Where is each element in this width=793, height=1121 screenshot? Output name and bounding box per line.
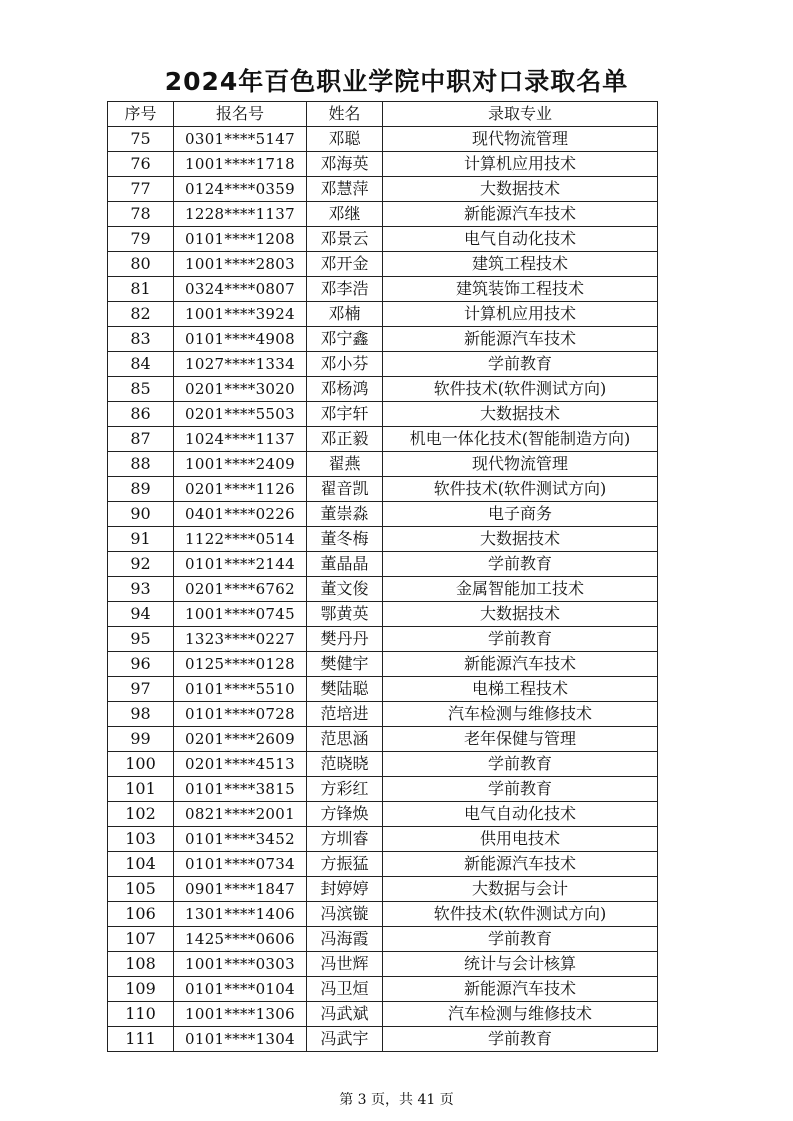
cell-reg-no: 0101****4908 [174, 327, 307, 352]
cell-name: 邓慧萍 [307, 177, 383, 202]
table-row [108, 777, 658, 802]
cell-name: 董晶晶 [307, 552, 383, 577]
cell-major: 大数据与会计 [383, 877, 658, 902]
cell-name: 方锋焕 [307, 802, 383, 827]
cell-reg-no: 0125****0128 [174, 652, 307, 677]
table-row [108, 452, 658, 477]
table-row [108, 752, 658, 777]
cell-no: 77 [108, 177, 174, 202]
cell-major: 金属智能加工技术 [383, 577, 658, 602]
cell-no: 100 [108, 752, 174, 777]
cell-name: 范思涵 [307, 727, 383, 752]
cell-reg-no: 1301****1406 [174, 902, 307, 927]
cell-reg-no: 0201****4513 [174, 752, 307, 777]
cell-major: 新能源汽车技术 [383, 652, 658, 677]
cell-no: 102 [108, 802, 174, 827]
cell-major: 大数据技术 [383, 402, 658, 427]
cell-major: 大数据技术 [383, 177, 658, 202]
table-row [108, 252, 658, 277]
cell-reg-no: 0101****3452 [174, 827, 307, 852]
column-header-no: 序号 [108, 102, 174, 127]
cell-major: 学前教育 [383, 352, 658, 377]
cell-name: 范晓晓 [307, 752, 383, 777]
table-row [108, 152, 658, 177]
cell-reg-no: 1001****2409 [174, 452, 307, 477]
cell-major: 电气自动化技术 [383, 802, 658, 827]
cell-major: 学前教育 [383, 552, 658, 577]
cell-no: 95 [108, 627, 174, 652]
cell-no: 88 [108, 452, 174, 477]
cell-reg-no: 0201****6762 [174, 577, 307, 602]
cell-reg-no: 1001****0745 [174, 602, 307, 627]
cell-no: 106 [108, 902, 174, 927]
cell-major: 电气自动化技术 [383, 227, 658, 252]
cell-no: 99 [108, 727, 174, 752]
cell-no: 107 [108, 927, 174, 952]
cell-no: 108 [108, 952, 174, 977]
cell-reg-no: 1001****3924 [174, 302, 307, 327]
cell-no: 94 [108, 602, 174, 627]
cell-name: 邓李浩 [307, 277, 383, 302]
cell-no: 79 [108, 227, 174, 252]
cell-name: 冯海霞 [307, 927, 383, 952]
cell-no: 91 [108, 527, 174, 552]
table-row [108, 377, 658, 402]
cell-reg-no: 1425****0606 [174, 927, 307, 952]
cell-reg-no: 0201****1126 [174, 477, 307, 502]
table-row [108, 652, 658, 677]
table-row [108, 1027, 658, 1052]
cell-major: 建筑装饰工程技术 [383, 277, 658, 302]
cell-major: 学前教育 [383, 927, 658, 952]
cell-major: 大数据技术 [383, 527, 658, 552]
cell-major: 计算机应用技术 [383, 152, 658, 177]
cell-name: 邓宇轩 [307, 402, 383, 427]
table-row [108, 477, 658, 502]
table-row [108, 527, 658, 552]
cell-reg-no: 1001****0303 [174, 952, 307, 977]
table-row [108, 827, 658, 852]
cell-major: 计算机应用技术 [383, 302, 658, 327]
cell-reg-no: 0101****2144 [174, 552, 307, 577]
cell-major: 新能源汽车技术 [383, 852, 658, 877]
cell-name: 封婷婷 [307, 877, 383, 902]
cell-major: 学前教育 [383, 1027, 658, 1052]
document-title: 2024年百色职业学院中职对口录取名单 [164, 67, 629, 96]
cell-major: 老年保健与管理 [383, 727, 658, 752]
cell-no: 83 [108, 327, 174, 352]
cell-major: 机电一体化技术(智能制造方向) [383, 427, 658, 452]
table-row [108, 177, 658, 202]
cell-major: 软件技术(软件测试方向) [383, 902, 658, 927]
cell-no: 109 [108, 977, 174, 1002]
cell-major: 建筑工程技术 [383, 252, 658, 277]
table-row [108, 402, 658, 427]
cell-name: 董冬梅 [307, 527, 383, 552]
page-footer: 第 3 页，共 41 页 [339, 1092, 454, 1108]
cell-no: 111 [108, 1027, 174, 1052]
cell-no: 84 [108, 352, 174, 377]
cell-major: 电子商务 [383, 502, 658, 527]
cell-reg-no: 0324****0807 [174, 277, 307, 302]
cell-reg-no: 1001****1306 [174, 1002, 307, 1027]
table-row [108, 977, 658, 1002]
cell-no: 80 [108, 252, 174, 277]
cell-name: 邓宁鑫 [307, 327, 383, 352]
cell-name: 方彩红 [307, 777, 383, 802]
cell-name: 翟燕 [307, 452, 383, 477]
cell-reg-no: 1024****1137 [174, 427, 307, 452]
cell-no: 87 [108, 427, 174, 452]
table-row [108, 927, 658, 952]
cell-name: 董文俊 [307, 577, 383, 602]
cell-major: 新能源汽车技术 [383, 327, 658, 352]
table-body [108, 127, 658, 1052]
cell-reg-no: 0101****0728 [174, 702, 307, 727]
cell-name: 邓楠 [307, 302, 383, 327]
cell-reg-no: 1027****1334 [174, 352, 307, 377]
table-row [108, 427, 658, 452]
cell-reg-no: 0201****2609 [174, 727, 307, 752]
cell-major: 电梯工程技术 [383, 677, 658, 702]
table-row [108, 352, 658, 377]
cell-no: 85 [108, 377, 174, 402]
cell-name: 邓海英 [307, 152, 383, 177]
column-header-reg-no: 报名号 [174, 102, 307, 127]
cell-reg-no: 0124****0359 [174, 177, 307, 202]
cell-name: 邓景云 [307, 227, 383, 252]
cell-name: 冯卫烜 [307, 977, 383, 1002]
cell-major: 汽车检测与维修技术 [383, 702, 658, 727]
table-row [108, 502, 658, 527]
cell-reg-no: 1228****1137 [174, 202, 307, 227]
cell-major: 供用电技术 [383, 827, 658, 852]
cell-name: 方圳睿 [307, 827, 383, 852]
cell-no: 81 [108, 277, 174, 302]
cell-name: 范培进 [307, 702, 383, 727]
cell-reg-no: 0101****1208 [174, 227, 307, 252]
table-row [108, 852, 658, 877]
cell-reg-no: 1001****2803 [174, 252, 307, 277]
cell-major: 现代物流管理 [383, 452, 658, 477]
cell-no: 98 [108, 702, 174, 727]
cell-reg-no: 0401****0226 [174, 502, 307, 527]
column-header-name: 姓名 [307, 102, 383, 127]
cell-name: 冯武斌 [307, 1002, 383, 1027]
cell-reg-no: 0901****1847 [174, 877, 307, 902]
cell-no: 90 [108, 502, 174, 527]
cell-reg-no: 0101****3815 [174, 777, 307, 802]
cell-reg-no: 1323****0227 [174, 627, 307, 652]
cell-no: 96 [108, 652, 174, 677]
cell-name: 邓继 [307, 202, 383, 227]
cell-no: 82 [108, 302, 174, 327]
cell-name: 樊陆聪 [307, 677, 383, 702]
cell-name: 冯武宇 [307, 1027, 383, 1052]
cell-name: 邓小芬 [307, 352, 383, 377]
cell-reg-no: 0201****5503 [174, 402, 307, 427]
cell-no: 76 [108, 152, 174, 177]
cell-no: 89 [108, 477, 174, 502]
table-row [108, 877, 658, 902]
cell-name: 邓正毅 [307, 427, 383, 452]
cell-name: 邓聪 [307, 127, 383, 152]
table-row [108, 127, 658, 152]
table-row [108, 677, 658, 702]
table-row [108, 227, 658, 252]
cell-major: 新能源汽车技术 [383, 977, 658, 1002]
cell-no: 103 [108, 827, 174, 852]
table-row [108, 727, 658, 752]
cell-name: 冯滨镟 [307, 902, 383, 927]
cell-name: 鄂黄英 [307, 602, 383, 627]
cell-reg-no: 1122****0514 [174, 527, 307, 552]
cell-name: 樊丹丹 [307, 627, 383, 652]
cell-no: 101 [108, 777, 174, 802]
cell-reg-no: 1001****1718 [174, 152, 307, 177]
cell-reg-no: 0101****0104 [174, 977, 307, 1002]
cell-name: 邓杨鸿 [307, 377, 383, 402]
cell-no: 110 [108, 1002, 174, 1027]
cell-major: 学前教育 [383, 752, 658, 777]
cell-no: 75 [108, 127, 174, 152]
cell-major: 统计与会计核算 [383, 952, 658, 977]
cell-name: 冯世辉 [307, 952, 383, 977]
table-row [108, 902, 658, 927]
cell-reg-no: 0201****3020 [174, 377, 307, 402]
table-row [108, 577, 658, 602]
cell-major: 学前教育 [383, 777, 658, 802]
cell-reg-no: 0101****5510 [174, 677, 307, 702]
cell-no: 93 [108, 577, 174, 602]
cell-no: 78 [108, 202, 174, 227]
table-row [108, 602, 658, 627]
cell-name: 翟音凯 [307, 477, 383, 502]
cell-reg-no: 0101****0734 [174, 852, 307, 877]
cell-major: 软件技术(软件测试方向) [383, 477, 658, 502]
table-row [108, 802, 658, 827]
cell-name: 邓开金 [307, 252, 383, 277]
cell-name: 方振猛 [307, 852, 383, 877]
table-row [108, 952, 658, 977]
cell-no: 104 [108, 852, 174, 877]
cell-reg-no: 0821****2001 [174, 802, 307, 827]
cell-major: 软件技术(软件测试方向) [383, 377, 658, 402]
cell-major: 汽车检测与维修技术 [383, 1002, 658, 1027]
table-row [108, 1002, 658, 1027]
table-row [108, 277, 658, 302]
cell-no: 86 [108, 402, 174, 427]
cell-major: 学前教育 [383, 627, 658, 652]
table-row [108, 327, 658, 352]
cell-major: 新能源汽车技术 [383, 202, 658, 227]
cell-no: 97 [108, 677, 174, 702]
cell-no: 105 [108, 877, 174, 902]
table-header-row [108, 102, 658, 127]
table-row [108, 302, 658, 327]
cell-name: 樊健宇 [307, 652, 383, 677]
table-row [108, 202, 658, 227]
table-row [108, 702, 658, 727]
cell-reg-no: 0301****5147 [174, 127, 307, 152]
cell-no: 92 [108, 552, 174, 577]
cell-major: 大数据技术 [383, 602, 658, 627]
cell-reg-no: 0101****1304 [174, 1027, 307, 1052]
cell-major: 现代物流管理 [383, 127, 658, 152]
table-row [108, 552, 658, 577]
column-header-major: 录取专业 [383, 102, 658, 127]
table-row [108, 627, 658, 652]
cell-name: 董崇淼 [307, 502, 383, 527]
admission-table [107, 101, 658, 1052]
